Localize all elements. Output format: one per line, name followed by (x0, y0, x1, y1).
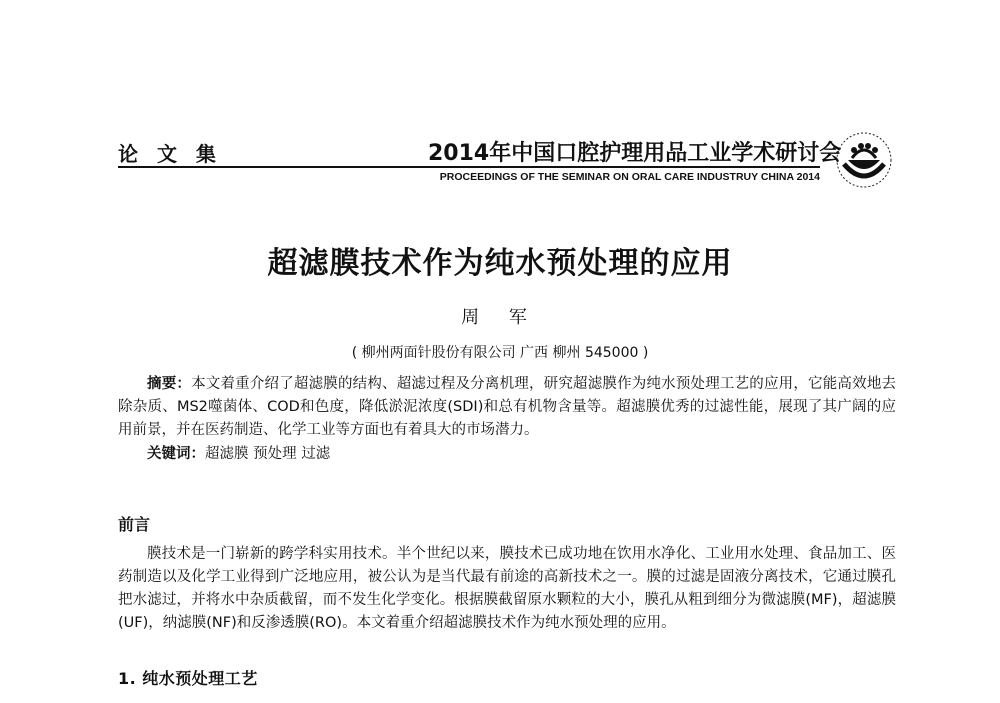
abstract (118, 373, 896, 442)
section-1-heading: 1. 纯水预处理工艺 (118, 669, 258, 688)
keywords-label: 关键词： (147, 446, 205, 462)
keywords (118, 443, 896, 466)
header-rule (118, 166, 820, 168)
association-emblem-icon (834, 130, 894, 190)
abstract-text: 本文着重介绍了超滤膜的结构、超滤过程及分离机理，研究超滤膜作为纯水预处理工艺的应用，它能高效地去除杂质、MS2噬菌体、COD和色度，降低淤泥浓度(SDI)和总有机物含量等。超滤膜优秀的过滤性能，展现了其广阔的应用前景，并在医药制造、化学工业等方面也有着具大的市场潜力。 (118, 376, 897, 438)
author-name: 周 军 (461, 307, 539, 328)
preface-text: 膜技术是一门崭新的跨学科实用技术。半个世纪以来，膜技术已成功地在饮用水净化、工业用水处理、食品加工、医药制造以及化学工业得到广泛地应用，被公认为是当代最有前途的高新技术之一。膜的过滤是固液分离技术，它通过膜孔把水滤过，并将水中杂质截留，而不发生化学变化。根据膜截留原水颗粒的大小，膜孔从粗到细分为微滤膜(MF)，超滤膜(UF)，纳滤膜(NF)和反渗透膜(RO)。本文着重介绍超滤膜技术作为纯水预处理的应用。 (118, 546, 896, 631)
keywords-text: 超滤膜 预处理 过滤 (205, 446, 331, 462)
preface-heading: 前言 (118, 515, 151, 534)
proceedings-label: 论 文 集 (118, 142, 222, 166)
paper-title: 超滤膜技术作为纯水预处理的应用 (267, 246, 733, 281)
conference-subtitle: PROCEEDINGS OF THE SEMINAR ON ORAL CARE INDUSTRUY CHINA 2014 (439, 171, 820, 183)
author-affiliation: ( 柳州两面针股份有限公司 广西 柳州 545000 ) (351, 345, 649, 361)
conference-title: 2014年中国口腔护理用品工业学术研讨会 (428, 141, 842, 166)
abstract-label: 摘要： (147, 376, 192, 392)
